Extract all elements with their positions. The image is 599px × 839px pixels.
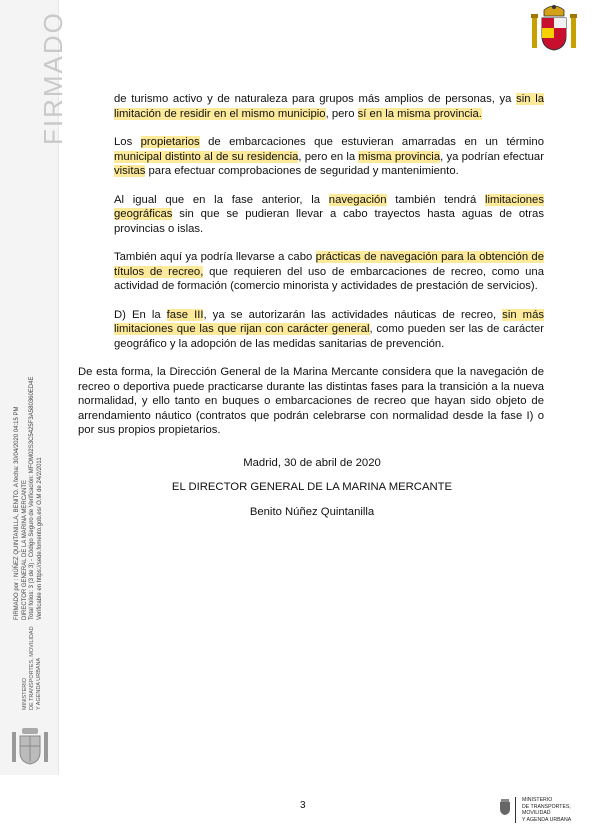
highlighted-text: sí en la misma provincia. (357, 107, 482, 120)
body-text: Los (114, 136, 141, 148)
sidebar-ministry-label: MINISTERIO DE TRANSPORTES, MOVILIDAD Y AGENDA URBANA (22, 626, 42, 710)
highlighted-text: navegación (328, 193, 387, 206)
paragraph-fase-iii (80, 308, 544, 352)
footer-ministry-label: MINISTERIO DE TRANSPORTES, MOVILIDAD Y AGENDA URBANA (515, 797, 599, 823)
highlighted-text: fase III (166, 308, 204, 321)
body-text: Al igual que en la fase anterior, la (114, 193, 329, 206)
body-text: , pero en la (298, 150, 359, 163)
spain-coat-of-arms-icon (528, 4, 580, 54)
highlighted-text: visitas (114, 165, 146, 177)
page-number: 3 (300, 800, 306, 811)
body-text: , pero (325, 107, 358, 120)
body-text: de embarcaciones que estuvieran amarradas en un término (199, 136, 544, 148)
body-text: También aquí ya podría llevarse a cabo (114, 251, 316, 263)
highlighted-text: municipal distinto al de su residencia (114, 150, 299, 163)
electronic-signature-text: FIRMADO por : NÚÑEZ QUINTANILLA, BENITO. A fecha: 30/04/2020 04:15 PM DIRECTOR GENERAL DE LA MARINA MERCANTE Total folios: 3 (3 de 3) - Código Seguro de Verificación: MFOM02S3C5425F3A580360ED4E Verificable en https://sede.fomento.gob.es/ O.M de 24/2/2011 (14, 376, 43, 620)
body-text: de turismo activo y de naturaleza para grupos más amplios de personas, ya (114, 93, 517, 105)
document-date: Madrid, 30 de abril de 2020 (243, 456, 381, 469)
paragraph-navegacion-limitaciones (80, 193, 544, 237)
body-text: , como pueden ser las de carácter geográfico y la adopción de las medidas sanitarias de prevención. (114, 323, 544, 350)
coat-of-arms-icon (8, 722, 52, 770)
document-body (80, 92, 544, 519)
highlighted-text: prácticas de navegación para la obtención de títulos de recreo, (114, 251, 544, 278)
signature-margin (0, 0, 68, 775)
highlighted-text: sin más limitaciones que las que rijan con carácter general (114, 308, 544, 335)
paragraph-turismo-activo (80, 92, 544, 121)
highlighted-text: propietarios (140, 136, 200, 148)
body-text: D) En la (114, 308, 167, 321)
body-text: también tendrá (386, 193, 485, 206)
signer-title: EL DIRECTOR GENERAL DE LA MARINA MERCANTE (171, 481, 453, 493)
body-text: que requieren del uso de embarcaciones de recreo, como una actividad de formación (comercio minorista y actividades de prestación de servicios). (114, 265, 544, 292)
body-text: , ya se autorizarán las actividades náuticas de recreo, (203, 308, 503, 321)
highlighted-text: limitaciones geográficas (114, 193, 544, 220)
firmado-watermark: FIRMADO (38, 11, 68, 145)
footer-coat-of-arms-icon (498, 798, 512, 816)
paragraph-propietarios (80, 135, 544, 179)
paragraph-conclusion: De esta forma, la Dirección General de la Marina Mercante considera que la navegación de recreo o deportiva puede practicarse durante las distintas fases para la transición a la nueva normalidad, y ello tanto en buques o embarcaciones de recreo que hayan sido objeto de arrendamiento náutico (contratos que podrán celebrarse con normalidad desde la fase I) o por sus propios propietarios. (78, 366, 544, 436)
signer-name: Benito Núñez Quintanilla (249, 505, 375, 518)
body-text: para efectuar comprobaciones de seguridad y mantenimiento. (145, 165, 459, 177)
highlighted-text: misma provincia (358, 150, 441, 163)
paragraph-practicas-navegacion (80, 250, 544, 294)
body-text: , ya podrían efectuar (440, 150, 544, 163)
body-text: sin que se pudieran llevar a cabo trayectos hasta aguas de otras provincias o islas. (114, 208, 544, 235)
highlighted-text: sin la limitación de residir en el mismo municipio (114, 93, 544, 120)
